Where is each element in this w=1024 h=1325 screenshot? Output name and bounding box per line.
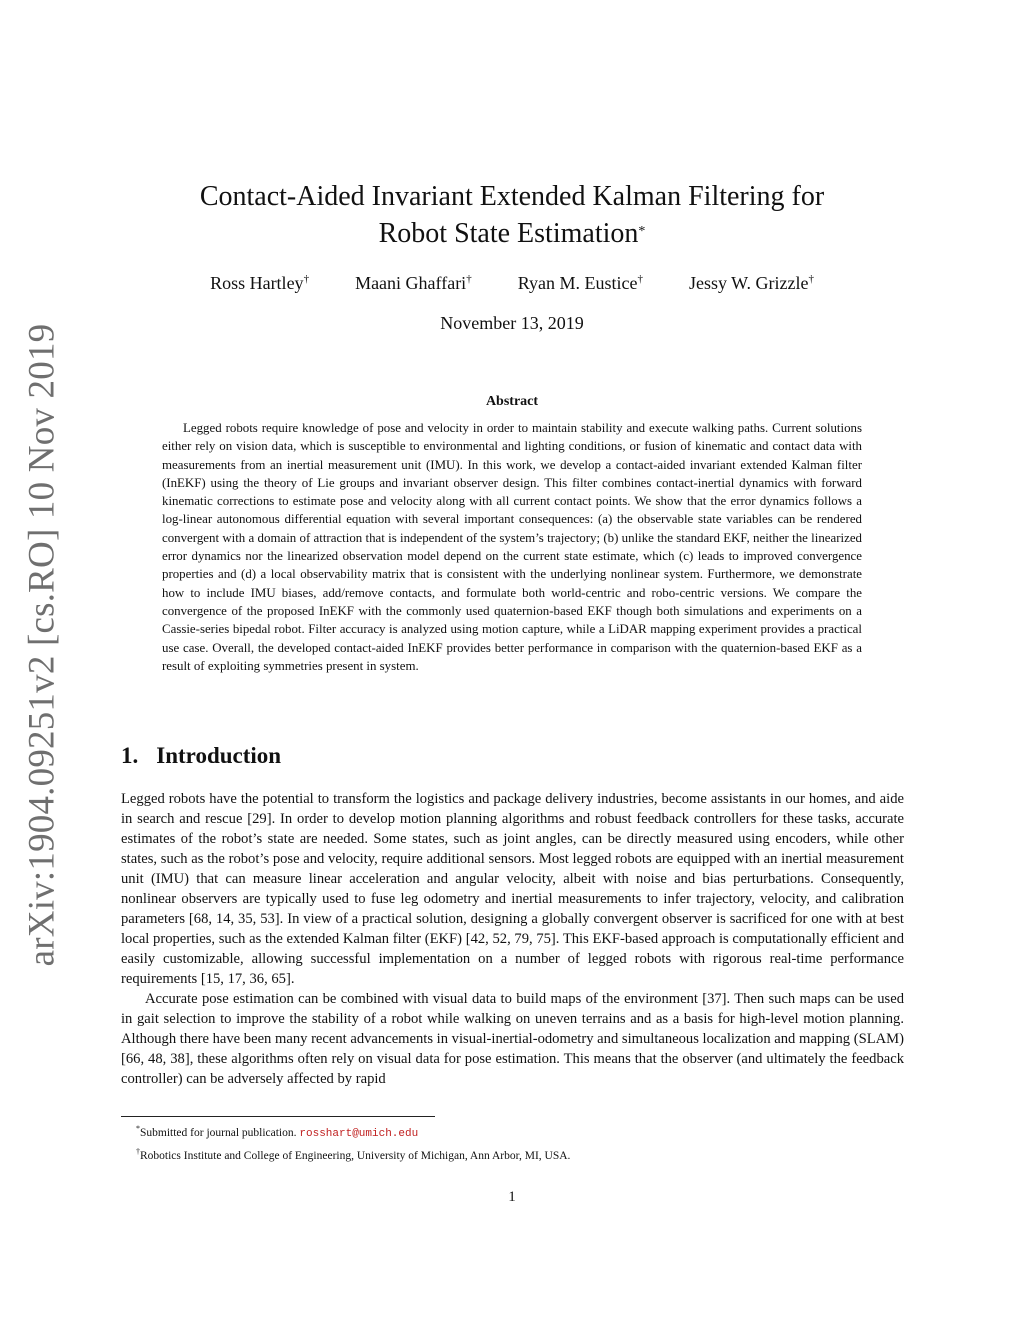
footnote-mark: †: [136, 1146, 140, 1156]
footnote-submission: [136, 1120, 896, 1143]
body-paragraph: Legged robots have the potential to transform the logistics and package delivery industries, become assistants in our homes, and aide in search and rescue [29]. In order to develop motion planning algorithms and robust feedback controllers for these tasks, accurate estimates of the robot’s state are needed. Some states, such as joint angles, can be directly measured using encoders, while other states, such as the robot’s pose and velocity, require additional sensors. Most legged robots are equipped with an inertial measurement unit (IMU) that can measure linear acceleration and angular velocity, albeit with noise and bias perturbations. Consequently, nonlinear observers are typically used to fuse leg odometry and inertial measurements to infer trajectory, velocity, and calibration parameters [68, 14, 35, 53]. In view of a practical solution, designing a globally convergent observer is sacrificed for one with at best local properties, such as the extended Kalman filter (EKF) [42, 52, 79, 75]. This EKF-based approach is computationally efficient and easily customizable, allowing successful implementation on a number of legged robots with rigorous real-time performance requirements [15, 17, 36, 65].: [121, 791, 904, 987]
author-affiliation-mark: †: [466, 273, 472, 285]
author-name: Maani Ghaffari: [355, 273, 467, 293]
author-name: Jessy W. Grizzle: [688, 273, 809, 293]
paper-title: [120, 178, 904, 252]
author-affiliation-mark: †: [303, 273, 310, 285]
author-name: Ryan M. Eustice: [517, 273, 638, 293]
section-title: Introduction: [156, 743, 282, 768]
author-list: [120, 273, 904, 294]
author: [210, 273, 309, 294]
footnote-mark: *: [136, 1124, 140, 1133]
section-number: 1.: [121, 743, 139, 768]
abstract-heading: Abstract: [485, 394, 539, 409]
body-paragraph: Accurate pose estimation can be combined with visual data to build maps of the environment [37]. Then such maps can be used in gait selection to improve the stability of a robot while walking on uneven terrains and as a basis for high-level motion planning. Although there have been many recent advancements in visual-inertial-odometry and simultaneous localization and mapping (SLAM) [66, 48, 38], these algorithms often rely on visual data for pose estimation. This means that the observer (and ultimately the feedback controller) can be adversely affected by rapid: [121, 991, 904, 1087]
author-name: Ross Hartley: [210, 273, 304, 293]
author-affiliation-mark: †: [808, 273, 814, 285]
author-email-link[interactable]: rosshart@umich.edu: [299, 1127, 419, 1140]
footnote-text: Submitted for journal publication.: [140, 1126, 300, 1139]
footnotes: [136, 1120, 896, 1165]
title-line-2-text: Robot State Estimation: [378, 218, 639, 249]
page-number: 1: [508, 1189, 516, 1205]
title-line-2: [120, 215, 904, 252]
section-heading-introduction: [121, 743, 281, 769]
footnote-affiliation: [136, 1143, 896, 1165]
footnote-divider: [121, 1116, 435, 1117]
publication-date: November 13, 2019: [440, 313, 584, 333]
abstract-text: Legged robots require knowledge of pose and velocity in order to maintain stability and execute walking paths. Current solutions either rely on vision data, which is susceptible to environmental and lighting conditions, or fusion of kinematic and contact data with measurements from an inertial measurement unit (IMU). In this work, we develop a contact-aided invariant extended Kalman filter (InEKF) using the theory of Lie groups and invariant observer design. This filter combines contact-inertial dynamics with forward kinematic corrections to estimate pose and velocity along with all current contact points. We show that the error dynamics follows a log-linear autonomous differential equation with several important consequences: (a) the observable state variables can be rendered convergent with a domain of attraction that is independent of the system’s trajectory; (b) unlike the standard EKF, neither the linearized error dynamics nor the linearized observation model depend on the current state estimate, which (c) leads to improved convergence properties and (d) a local observability matrix that is consistent with the underlying nonlinear system. Furthermore, we demonstrate how to include IMU biases, add/remove contacts, and formulate both world-centric and robo-centric versions. We compare the convergence of the proposed InEKF with the commonly used quaternion-based EKF though both simulations and experiments on a Cassie-series bipedal robot. Filter accuracy is analyzed using motion capture, while a LiDAR mapping experiment provides a practical use case. Overall, the developed contact-aided InEKF provides better performance in comparison with the quaternion-based EKF as a result of exploiting symmetries present in system.: [162, 421, 862, 673]
title-line-1: Contact-Aided Invariant Extended Kalman Filtering for: [199, 181, 825, 212]
title-footnote-mark: *: [638, 224, 646, 239]
footnote-text: Robotics Institute and College of Engineering, University of Michigan, Ann Arbor, MI, USA.: [140, 1149, 571, 1162]
author: [355, 273, 472, 294]
introduction-body: [121, 789, 904, 1089]
author: [518, 273, 643, 294]
author: [689, 273, 814, 294]
author-affiliation-mark: †: [637, 273, 643, 285]
arxiv-identifier-stamp: arXiv:1904.09251v2 [cs.RO] 10 Nov 2019: [21, 323, 63, 967]
